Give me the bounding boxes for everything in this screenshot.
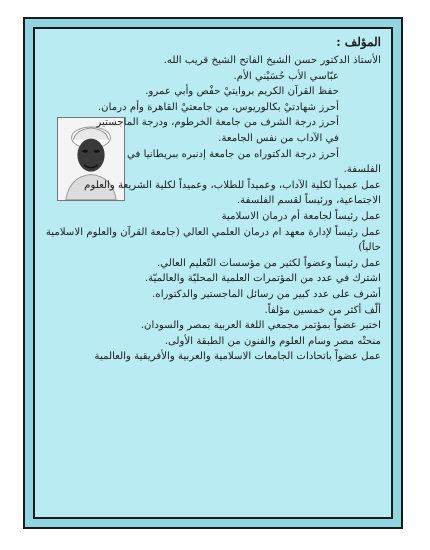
bio-line: في الآداب من نفس الجامعة. bbox=[218, 132, 339, 144]
inner-frame bbox=[33, 27, 393, 519]
bio-line: أحرز شهادتيْ بكالوريوس، من جامعتيْ القاهرة وأم درمان. bbox=[97, 101, 339, 113]
bio-line: حالياً) bbox=[358, 242, 381, 254]
bio-line: عمل رئيساً لجامعة أم درمان الاسلامية bbox=[221, 210, 381, 222]
bio-line: عمل رئيساً وعضواً لكثير من مؤسسات التّعليم العالي. bbox=[157, 257, 381, 269]
bio-line: عمل عضواً باتحادات الجامعات الاسلامية والعربية والأفريقية والعالمية bbox=[94, 351, 381, 363]
bio-line: ألّف أكثر من خمسين مؤلفاً. bbox=[264, 304, 381, 316]
bio-line: الفلسفة. bbox=[343, 164, 381, 176]
bio-line: الأستاذ الدكتور حسن الشيخ الفاتح الشيخ قريب الله. bbox=[163, 55, 381, 66]
outer-frame bbox=[23, 17, 403, 529]
bio-line: عمل عميداً لكلية الآداب، وعميداً للطلاب، وعميداً لكلية الشريعة والعلوم bbox=[84, 179, 381, 191]
bio-line: عبّاسي الأب حُسَيْني الأم. bbox=[233, 70, 339, 82]
bio-line: اختير عضواً بمؤتمر مجمعي اللغة العربية بمصر والسودان. bbox=[140, 320, 381, 332]
bio-line: عمل رئيساً لإدارة معهد ام درمان العلمي العالي (جامعة القرآن والعلوم الاسلامية bbox=[45, 226, 381, 238]
bio-line: أحرز درجة الشرف من جامعة الخرطوم، ودرجة الماجستير bbox=[96, 117, 339, 129]
author-heading: المؤلف : bbox=[336, 35, 381, 49]
bio-line: أحرز درجة الدكتوراه من جامعة إدنبره ببريطانيا في bbox=[127, 148, 339, 160]
bio-line: الاجتماعية، ورئيساً لقسم الفلسفة. bbox=[236, 195, 381, 207]
bio-line: منحتْه مصر وسام العلوم والفنون من الطبقة الأولى. bbox=[164, 335, 381, 347]
bio-line: أشرف على عدد كبير من رسائل الماجستير والدكتوراه. bbox=[152, 288, 381, 300]
author-bio bbox=[43, 35, 381, 365]
bio-line: اشترك في عدد من المؤتمرات العلمية المحليّة والعالميّة. bbox=[144, 273, 381, 285]
bio-line: حفظ القرآن الكريم بروايتيْ حفْص وأبي عمرو. bbox=[145, 86, 339, 98]
